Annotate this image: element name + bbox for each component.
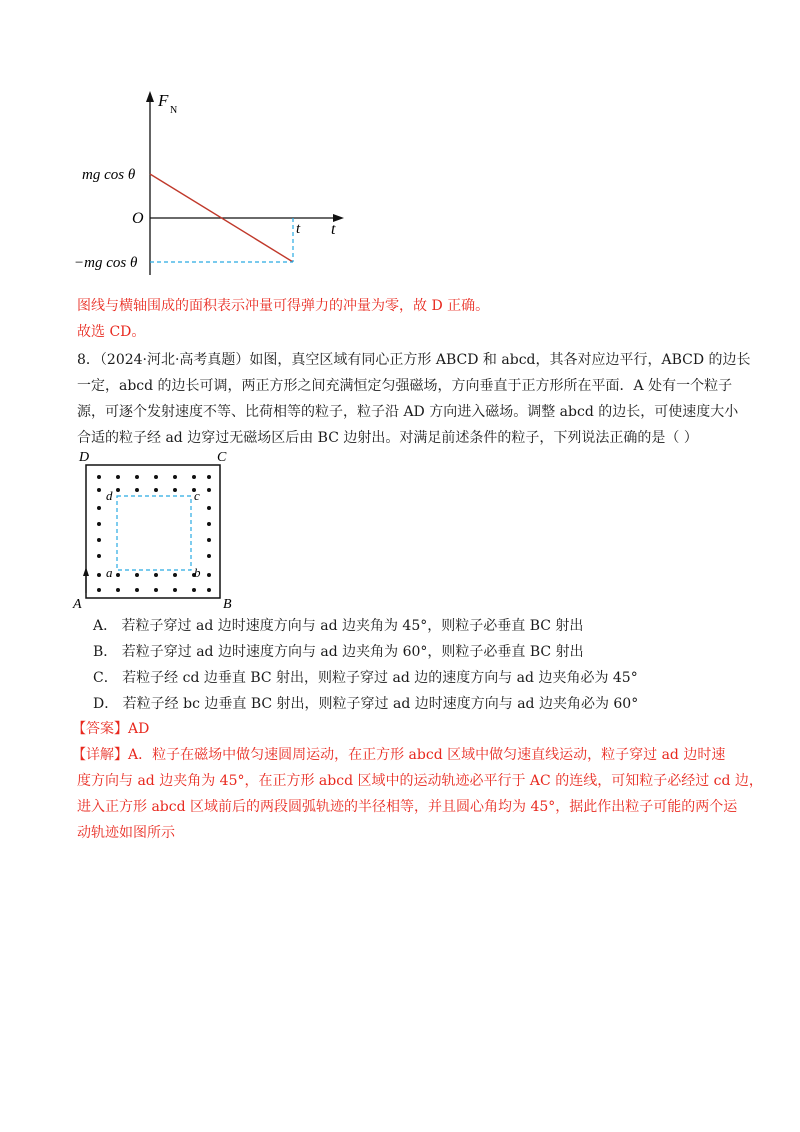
- label-A: A: [73, 597, 82, 610]
- field-dot: [97, 588, 101, 592]
- answer-line: [72, 719, 149, 739]
- question-line-2: 一定，abcd 的边长可调，两正方形之间充满恒定匀强磁场，方向垂直于正方形所在平面．A 处有一个粒子: [77, 378, 733, 394]
- label-B: B: [223, 597, 232, 610]
- detail-line-1: [72, 745, 725, 765]
- option-c[interactable]: C． 若粒子经 cd 边垂直 BC 射出，则粒子穿过 ad 边的速度方向与 ad 边夹角必为 45°: [93, 670, 638, 686]
- field-dot: [97, 475, 101, 479]
- origin-label: O: [132, 210, 144, 227]
- detail-text-1: A．粒子在磁场中做匀速圆周运动，在正方形 abcd 区域中做匀速直线运动，粒子穿过 ad 边时速: [128, 747, 726, 763]
- prev-solution-line-2: 故选 CD。: [77, 324, 146, 340]
- label-C: C: [217, 450, 227, 465]
- field-dot: [173, 573, 177, 577]
- prev-solution-line-1: 图线与横轴围成的面积表示冲量可得弹力的冲量为零，故 D 正确。: [77, 298, 490, 314]
- field-dot: [207, 573, 211, 577]
- detail-label: 【详解】: [72, 747, 128, 763]
- field-dot: [207, 588, 211, 592]
- option-d[interactable]: D． 若粒子经 bc 边垂直 BC 射出，则粒子穿过 ad 边时速度方向与 ad 边夹角必为 60°: [93, 696, 639, 712]
- answer-value: AD: [128, 721, 150, 737]
- field-dot: [135, 588, 139, 592]
- field-dot: [173, 488, 177, 492]
- question-line-3: 源，可逐个发射速度不等、比荷相等的粒子，粒子沿 AD 方向进入磁场。调整 abcd 的边长，可使速度大小: [77, 404, 739, 420]
- field-dot: [192, 475, 196, 479]
- bottom-value-label: −mg cos θ: [74, 255, 138, 271]
- label-c: c: [194, 488, 200, 503]
- x-axis-label: t: [331, 221, 336, 238]
- field-dot: [154, 573, 158, 577]
- field-dot: [192, 588, 196, 592]
- field-dot: [207, 475, 211, 479]
- field-dot: [207, 488, 211, 492]
- field-dot: [135, 573, 139, 577]
- field-dot: [173, 475, 177, 479]
- y-axis-subscript: N: [170, 105, 178, 116]
- field-dot: [97, 538, 101, 542]
- field-dot: [154, 588, 158, 592]
- top-value-label: mg cos θ: [82, 167, 136, 183]
- magnetic-field-figure: [65, 448, 250, 610]
- label-a: a: [106, 565, 113, 580]
- field-dot: [116, 488, 120, 492]
- label-D: D: [79, 450, 90, 465]
- label-b: b: [194, 565, 201, 580]
- inner-square-abcd: [117, 496, 191, 570]
- field-dot: [97, 554, 101, 558]
- field-dot: [116, 475, 120, 479]
- field-dot: [154, 475, 158, 479]
- field-dot: [116, 588, 120, 592]
- field-dot: [207, 506, 211, 510]
- field-dot: [97, 506, 101, 510]
- question-line-1: 8．（2024·河北·高考真题）如图，真空区域有同心正方形 ABCD 和 abcd，其各对应边平行，ABCD 的边长: [77, 352, 751, 368]
- answer-label: 【答案】: [72, 721, 128, 737]
- field-dot: [154, 488, 158, 492]
- field-dot: [135, 475, 139, 479]
- field-dot: [135, 488, 139, 492]
- detail-line-2: 度方向与 ad 边夹角为 45°，在正方形 abcd 区域中的运动轨迹必平行于 AC 的连线，可知粒子必经过 cd 边，: [77, 773, 763, 789]
- field-dot: [97, 522, 101, 526]
- field-dot: [207, 522, 211, 526]
- field-dot: [116, 573, 120, 577]
- field-dot: [207, 538, 211, 542]
- entry-arrow-head: [83, 567, 89, 576]
- detail-line-3: 进入正方形 abcd 区域前后的两段圆弧轨迹的半径相等，并且圆心角均为 45°，据此作出粒子可能的两个运: [77, 799, 738, 815]
- field-dot: [97, 488, 101, 492]
- question-line-4: 合适的粒子经 ad 边穿过无磁场区后由 BC 边射出。对满足前述条件的粒子，下列说法正确的是（ ）: [77, 430, 698, 446]
- field-dot: [207, 554, 211, 558]
- option-a[interactable]: A． 若粒子穿过 ad 边时速度方向与 ad 边夹角为 45°，则粒子必垂直 BC 射出: [93, 618, 584, 634]
- t-point-label: t: [296, 221, 301, 237]
- field-dot: [173, 588, 177, 592]
- field-dot: [97, 573, 101, 577]
- y-axis-arrow: [146, 91, 154, 102]
- force-time-graph: [70, 85, 360, 280]
- y-axis-label: F: [158, 91, 169, 110]
- label-d: d: [106, 488, 113, 503]
- detail-line-4: 动轨迹如图所示: [77, 825, 175, 841]
- option-b[interactable]: B． 若粒子穿过 ad 边时速度方向与 ad 边夹角为 60°，则粒子必垂直 BC 射出: [93, 644, 584, 660]
